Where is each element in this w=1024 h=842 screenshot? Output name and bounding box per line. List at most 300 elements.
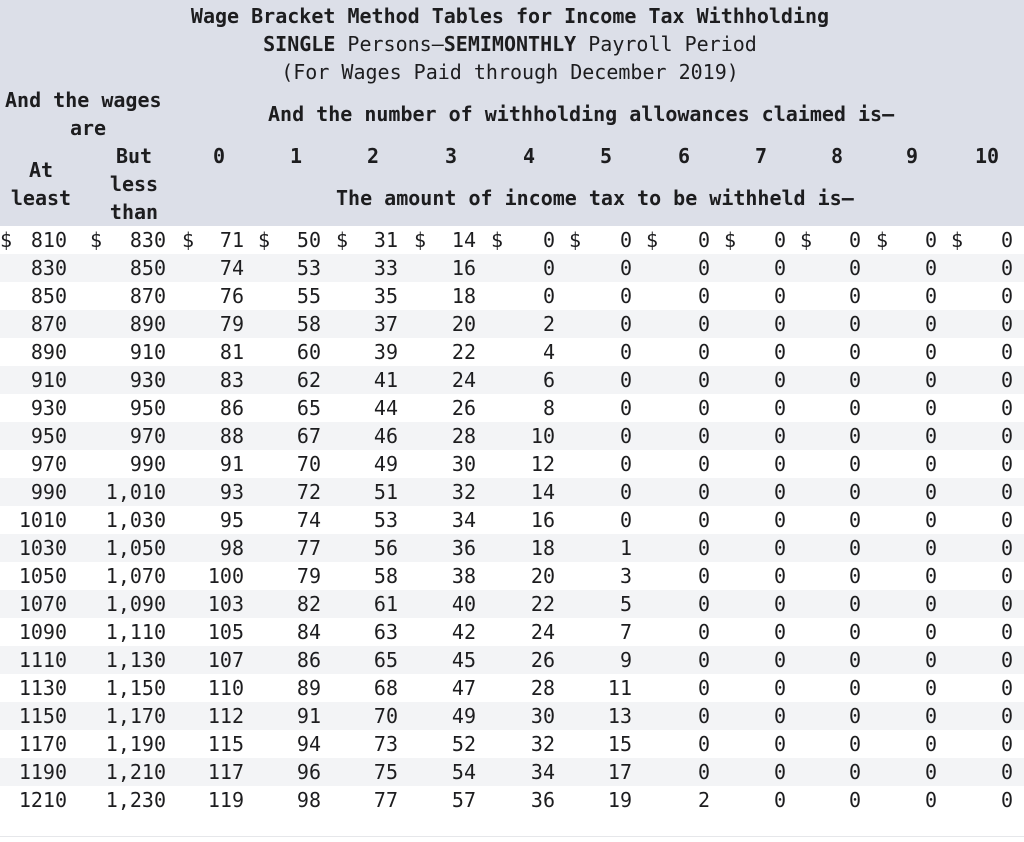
tax-amount-cell: 0	[697, 284, 710, 308]
tax-amount-cell: 0	[848, 648, 861, 672]
tax-amount-cell: 0	[697, 256, 710, 280]
tax-amount-cell: 103	[207, 592, 244, 616]
tax-amount-cell: 82	[296, 592, 321, 616]
tax-amount-cell: 0	[697, 396, 710, 420]
tax-amount-cell: 0	[1000, 480, 1013, 504]
table-row	[0, 590, 1024, 618]
tax-amount-cell: 24	[451, 368, 476, 392]
tax-amount-cell: 46	[373, 424, 398, 448]
tax-amount-cell: 0	[1000, 592, 1013, 616]
at-least-cell: 890	[30, 340, 67, 364]
but-less-than-cell: 1,050	[105, 536, 166, 560]
dollar-sign: $	[90, 228, 103, 252]
at-least-cell: 1110	[18, 648, 67, 672]
but-less-than-cell: 1,030	[105, 508, 166, 532]
tax-amount-cell: 0	[619, 284, 632, 308]
tax-amount-cell: 6	[542, 368, 555, 392]
at-least-cell: 1210	[18, 788, 67, 812]
tax-amount-cell: 0	[542, 228, 555, 252]
tax-amount-cell: 68	[373, 676, 398, 700]
tax-amount-cell: 0	[697, 312, 710, 336]
table-row	[0, 674, 1024, 702]
subtitle-payroll: Payroll Period	[576, 32, 757, 56]
tax-amount-cell: 73	[373, 732, 398, 756]
tax-amount-cell: 19	[607, 788, 632, 812]
tax-amount-cell: 55	[296, 284, 321, 308]
tax-amount-cell: 0	[697, 228, 710, 252]
tax-amount-cell: 0	[697, 564, 710, 588]
table-row	[0, 394, 1024, 422]
tax-amount-cell: 0	[1000, 256, 1013, 280]
dollar-sign: $	[258, 228, 271, 252]
tax-amount-cell: 37	[373, 312, 398, 336]
tax-amount-cell: 0	[848, 256, 861, 280]
tax-amount-cell: 44	[373, 396, 398, 420]
tax-amount-cell: 36	[451, 536, 476, 560]
tax-amount-cell: 0	[773, 592, 786, 616]
tax-amount-cell: 2	[697, 788, 710, 812]
tax-amount-cell: 95	[219, 508, 244, 532]
tax-amount-cell: 0	[848, 340, 861, 364]
tax-amount-cell: 53	[296, 256, 321, 280]
tax-amount-cell: 10	[530, 424, 555, 448]
tax-amount-cell: 0	[773, 312, 786, 336]
table-row	[0, 366, 1024, 394]
tax-amount-cell: 0	[1000, 536, 1013, 560]
tax-amount-cell: 51	[373, 480, 398, 504]
tax-amount-cell: 30	[451, 452, 476, 476]
tax-amount-cell: 107	[207, 648, 244, 672]
tax-amount-cell: 0	[1000, 788, 1013, 812]
tax-amount-cell: 0	[924, 368, 937, 392]
tax-amount-cell: 31	[373, 228, 398, 252]
tax-amount-cell: 0	[697, 452, 710, 476]
tax-amount-cell: 0	[697, 424, 710, 448]
tax-amount-cell: 63	[373, 620, 398, 644]
tax-amount-cell: 98	[219, 536, 244, 560]
tax-amount-cell: 0	[924, 760, 937, 784]
at-least-cell: 850	[30, 284, 67, 308]
tax-amount-cell: 0	[924, 452, 937, 476]
tax-amount-cell: 0	[848, 452, 861, 476]
tax-amount-cell: 2	[542, 312, 555, 336]
tax-amount-cell: 76	[219, 284, 244, 308]
table-row	[0, 534, 1024, 562]
tax-amount-cell: 0	[773, 564, 786, 588]
tax-amount-cell: 0	[773, 536, 786, 560]
tax-amount-cell: 13	[607, 704, 632, 728]
tax-amount-cell: 0	[1000, 396, 1013, 420]
tax-amount-cell: 0	[848, 228, 861, 252]
tax-amount-cell: 42	[451, 620, 476, 644]
tax-amount-cell: 0	[697, 704, 710, 728]
tax-amount-cell: 117	[207, 760, 244, 784]
tax-amount-cell: 0	[1000, 508, 1013, 532]
dollar-sign: $	[800, 228, 813, 252]
table-row	[0, 562, 1024, 590]
tax-amount-cell: 49	[451, 704, 476, 728]
tax-amount-cell: 0	[1000, 676, 1013, 700]
but-less-than-cell: 830	[129, 228, 166, 252]
tax-amount-cell: 0	[924, 396, 937, 420]
tax-amount-cell: 67	[296, 424, 321, 448]
tax-amount-cell: 0	[848, 592, 861, 616]
tax-amount-cell: 61	[373, 592, 398, 616]
but-less-than-cell: 1,010	[105, 480, 166, 504]
tax-amount-cell: 52	[451, 732, 476, 756]
allowance-column-header: 7	[754, 144, 768, 168]
tax-amount-cell: 0	[924, 620, 937, 644]
but-less-than-cell: 1,070	[105, 564, 166, 588]
tax-amount-cell: 110	[207, 676, 244, 700]
tax-amount-cell: 77	[296, 536, 321, 560]
tax-amount-cell: 115	[207, 732, 244, 756]
dollar-sign: $	[724, 228, 737, 252]
but-less-than-cell: 970	[129, 424, 166, 448]
at-least-cell: 910	[30, 368, 67, 392]
tax-amount-cell: 58	[373, 564, 398, 588]
tax-amount-cell: 56	[373, 536, 398, 560]
tax-amount-cell: 4	[542, 340, 555, 364]
dollar-sign: $	[951, 228, 964, 252]
dollar-sign: $	[0, 228, 13, 252]
tax-amount-cell: 45	[451, 648, 476, 672]
tax-amount-cell: 0	[1000, 648, 1013, 672]
tax-amount-cell: 65	[296, 396, 321, 420]
tax-amount-cell: 0	[848, 704, 861, 728]
tax-amount-cell: 93	[219, 480, 244, 504]
tax-amount-cell: 17	[607, 760, 632, 784]
tax-amount-cell: 24	[530, 620, 555, 644]
tax-amount-cell: 0	[1000, 732, 1013, 756]
tax-amount-cell: 91	[219, 452, 244, 476]
dollar-sign: $	[569, 228, 582, 252]
tax-amount-cell: 100	[207, 564, 244, 588]
dollar-sign: $	[646, 228, 659, 252]
allowance-column-header: 0	[212, 144, 226, 168]
tax-amount-cell: 12	[530, 452, 555, 476]
tax-amount-cell: 0	[1000, 760, 1013, 784]
tax-amount-cell: 0	[773, 648, 786, 672]
table-row	[0, 226, 1024, 254]
table-row	[0, 786, 1024, 814]
tax-amount-cell: 0	[848, 564, 861, 588]
tax-amount-cell: 0	[924, 536, 937, 560]
dollar-sign: $	[491, 228, 504, 252]
tax-amount-cell: 81	[219, 340, 244, 364]
but-less-heading-line1: But	[115, 144, 153, 168]
allowance-column-header: 4	[522, 144, 536, 168]
at-least-heading-line2: least	[10, 186, 72, 210]
tax-amount-cell: 72	[296, 480, 321, 504]
table-row	[0, 422, 1024, 450]
tax-amount-cell: 0	[697, 732, 710, 756]
wages-heading-line1: And the wages	[5, 88, 162, 112]
tax-amount-cell: 32	[451, 480, 476, 504]
tax-amount-cell: 0	[924, 228, 937, 252]
tax-amount-cell: 0	[1000, 620, 1013, 644]
tax-amount-cell: 0	[848, 424, 861, 448]
tax-amount-cell: 71	[219, 228, 244, 252]
tax-amount-cell: 22	[530, 592, 555, 616]
tax-amount-cell: 86	[296, 648, 321, 672]
tax-amount-cell: 0	[848, 396, 861, 420]
tax-amount-cell: 0	[924, 284, 937, 308]
tax-amount-cell: 0	[619, 480, 632, 504]
tax-amount-cell: 0	[542, 284, 555, 308]
tax-amount-cell: 0	[619, 452, 632, 476]
tax-amount-cell: 41	[373, 368, 398, 392]
tax-amount-cell: 20	[530, 564, 555, 588]
tax-amount-cell: 0	[773, 508, 786, 532]
tax-amount-cell: 0	[1000, 452, 1013, 476]
at-least-cell: 830	[30, 256, 67, 280]
at-least-cell: 1170	[18, 732, 67, 756]
tax-amount-cell: 0	[924, 508, 937, 532]
tax-amount-cell: 54	[451, 760, 476, 784]
table-title: Wage Bracket Method Tables for Income Tax Withholding	[190, 4, 830, 28]
tax-amount-cell: 0	[1000, 704, 1013, 728]
tax-amount-cell: 16	[530, 508, 555, 532]
table-date-note: (For Wages Paid through December 2019)	[281, 60, 739, 84]
tax-amount-cell: 16	[451, 256, 476, 280]
tax-amount-cell: 0	[1000, 228, 1013, 252]
tax-amount-cell: 0	[773, 256, 786, 280]
table-header	[0, 0, 1024, 226]
tax-amount-cell: 89	[296, 676, 321, 700]
tax-amount-cell: 35	[373, 284, 398, 308]
tax-amount-cell: 0	[697, 368, 710, 392]
at-least-cell: 1090	[18, 620, 67, 644]
tax-amount-cell: 18	[530, 536, 555, 560]
tax-amount-cell: 3	[619, 564, 632, 588]
tax-amount-cell: 94	[296, 732, 321, 756]
but-less-than-cell: 1,110	[105, 620, 166, 644]
tax-amount-cell: 34	[530, 760, 555, 784]
tax-amount-cell: 38	[451, 564, 476, 588]
tax-amount-cell: 0	[1000, 564, 1013, 588]
tax-amount-cell: 32	[530, 732, 555, 756]
tax-amount-cell: 26	[530, 648, 555, 672]
tax-amount-cell: 65	[373, 648, 398, 672]
tax-amount-cell: 0	[924, 676, 937, 700]
tax-amount-cell: 47	[451, 676, 476, 700]
tax-amount-cell: 14	[451, 228, 476, 252]
at-least-cell: 930	[30, 396, 67, 420]
tax-amount-cell: 7	[619, 620, 632, 644]
but-less-than-cell: 1,150	[105, 676, 166, 700]
tax-amount-cell: 1	[619, 536, 632, 560]
allowance-column-header: 9	[905, 144, 919, 168]
tax-amount-cell: 70	[296, 452, 321, 476]
tax-amount-cell: 60	[296, 340, 321, 364]
but-less-than-cell: 990	[129, 452, 166, 476]
at-least-cell: 1150	[18, 704, 67, 728]
tax-amount-cell: 0	[619, 396, 632, 420]
tax-amount-cell: 91	[296, 704, 321, 728]
tax-amount-cell: 0	[697, 536, 710, 560]
at-least-cell: 1030	[18, 536, 67, 560]
tax-amount-cell: 0	[619, 368, 632, 392]
tax-amount-cell: 0	[924, 564, 937, 588]
tax-amount-cell: 0	[697, 620, 710, 644]
tax-amount-cell: 0	[924, 340, 937, 364]
at-least-cell: 1010	[18, 508, 67, 532]
table-row	[0, 646, 1024, 674]
tax-amount-cell: 0	[619, 424, 632, 448]
tax-amount-cell: 98	[296, 788, 321, 812]
tax-amount-cell: 49	[373, 452, 398, 476]
tax-amount-cell: 0	[848, 788, 861, 812]
tax-amount-cell: 0	[619, 508, 632, 532]
tax-amount-cell: 0	[924, 732, 937, 756]
tax-amount-cell: 79	[219, 312, 244, 336]
tax-amount-cell: 0	[697, 508, 710, 532]
tax-amount-cell: 22	[451, 340, 476, 364]
at-least-cell: 810	[30, 228, 67, 252]
but-less-than-cell: 1,170	[105, 704, 166, 728]
allowances-heading: And the number of withholding allowances claimed is–	[268, 102, 895, 126]
tax-amount-cell: 53	[373, 508, 398, 532]
tax-amount-cell: 88	[219, 424, 244, 448]
at-least-cell: 970	[30, 452, 67, 476]
table-row	[0, 282, 1024, 310]
tax-amount-cell: 26	[451, 396, 476, 420]
tax-amount-cell: 0	[1000, 424, 1013, 448]
tax-amount-cell: 0	[848, 536, 861, 560]
tax-amount-cell: 57	[451, 788, 476, 812]
allowance-column-header: 8	[830, 144, 844, 168]
allowance-column-header: 6	[677, 144, 691, 168]
tax-amount-cell: 0	[773, 340, 786, 364]
tax-amount-cell: 0	[619, 340, 632, 364]
tax-amount-cell: 0	[924, 592, 937, 616]
at-least-heading-line1: At	[28, 158, 54, 182]
tax-amount-cell: 105	[207, 620, 244, 644]
tax-amount-cell: 0	[697, 648, 710, 672]
tax-amount-cell: 30	[530, 704, 555, 728]
tax-amount-cell: 0	[773, 452, 786, 476]
but-less-than-cell: 1,230	[105, 788, 166, 812]
amount-heading: The amount of income tax to be withheld is–	[336, 186, 854, 210]
tax-amount-cell: 14	[530, 480, 555, 504]
at-least-cell: 950	[30, 424, 67, 448]
tax-amount-cell: 0	[848, 284, 861, 308]
tax-amount-cell: 0	[773, 788, 786, 812]
tax-amount-cell: 84	[296, 620, 321, 644]
at-least-cell: 1050	[18, 564, 67, 588]
tax-amount-cell: 0	[697, 340, 710, 364]
tax-amount-cell: 0	[773, 704, 786, 728]
tax-amount-cell: 0	[542, 256, 555, 280]
allowance-column-header: 2	[366, 144, 380, 168]
tax-amount-cell: 0	[848, 312, 861, 336]
dollar-sign: $	[182, 228, 195, 252]
tax-amount-cell: 0	[924, 424, 937, 448]
subtitle-persons: Persons–	[335, 32, 444, 56]
dollar-sign: $	[876, 228, 889, 252]
tax-amount-cell: 20	[451, 312, 476, 336]
tax-amount-cell: 0	[619, 312, 632, 336]
but-less-heading-line2: less	[109, 172, 159, 196]
tax-amount-cell: 0	[773, 284, 786, 308]
tax-amount-cell: 0	[1000, 312, 1013, 336]
tax-amount-cell: 0	[619, 256, 632, 280]
table-row	[0, 450, 1024, 478]
tax-amount-cell: 11	[607, 676, 632, 700]
table-row	[0, 506, 1024, 534]
tax-amount-cell: 0	[848, 480, 861, 504]
allowance-column-header: 10	[974, 144, 1000, 168]
tax-amount-cell: 0	[848, 676, 861, 700]
tax-amount-cell: 0	[773, 760, 786, 784]
tax-amount-cell: 8	[542, 396, 555, 420]
tax-amount-cell: 0	[773, 424, 786, 448]
table-row	[0, 758, 1024, 786]
tax-amount-cell: 0	[1000, 340, 1013, 364]
tax-amount-cell: 79	[296, 564, 321, 588]
tax-amount-cell: 39	[373, 340, 398, 364]
tax-amount-cell: 0	[773, 676, 786, 700]
tax-amount-cell: 0	[848, 508, 861, 532]
wages-heading-line2: are	[69, 116, 107, 140]
tax-amount-cell: 0	[773, 480, 786, 504]
subtitle-single: SINGLE	[263, 32, 336, 56]
tax-amount-cell: 0	[697, 480, 710, 504]
but-less-than-cell: 930	[129, 368, 166, 392]
tax-amount-cell: 15	[607, 732, 632, 756]
at-least-cell: 1130	[18, 676, 67, 700]
tax-amount-cell: 18	[451, 284, 476, 308]
tax-amount-cell: 112	[207, 704, 244, 728]
tax-amount-cell: 0	[697, 676, 710, 700]
table-bottom-rule	[0, 836, 1024, 837]
tax-amount-cell: 0	[924, 312, 937, 336]
tax-amount-cell: 0	[773, 396, 786, 420]
table-row	[0, 310, 1024, 338]
table-row	[0, 702, 1024, 730]
table-row	[0, 254, 1024, 282]
tax-amount-cell: 28	[530, 676, 555, 700]
table-row	[0, 478, 1024, 506]
tax-amount-cell: 0	[773, 228, 786, 252]
subtitle-semimonthly: SEMIMONTHLY	[443, 32, 577, 56]
table-subtitle	[0, 32, 1020, 56]
but-less-than-cell: 1,090	[105, 592, 166, 616]
tax-amount-cell: 0	[1000, 368, 1013, 392]
tax-amount-cell: 36	[530, 788, 555, 812]
tax-amount-cell: 0	[924, 648, 937, 672]
but-less-than-cell: 910	[129, 340, 166, 364]
tax-amount-cell: 58	[296, 312, 321, 336]
tax-amount-cell: 0	[848, 760, 861, 784]
tax-amount-cell: 9	[619, 648, 632, 672]
tax-amount-cell: 74	[219, 256, 244, 280]
but-less-than-cell: 890	[129, 312, 166, 336]
tax-amount-cell: 0	[848, 732, 861, 756]
at-least-cell: 990	[30, 480, 67, 504]
tax-amount-cell: 75	[373, 760, 398, 784]
tax-amount-cell: 0	[697, 760, 710, 784]
tax-amount-cell: 0	[924, 480, 937, 504]
tax-amount-cell: 77	[373, 788, 398, 812]
dollar-sign: $	[336, 228, 349, 252]
table-row	[0, 618, 1024, 646]
tax-amount-cell: 40	[451, 592, 476, 616]
tax-amount-cell: 28	[451, 424, 476, 448]
table-row	[0, 338, 1024, 366]
tax-amount-cell: 0	[924, 788, 937, 812]
